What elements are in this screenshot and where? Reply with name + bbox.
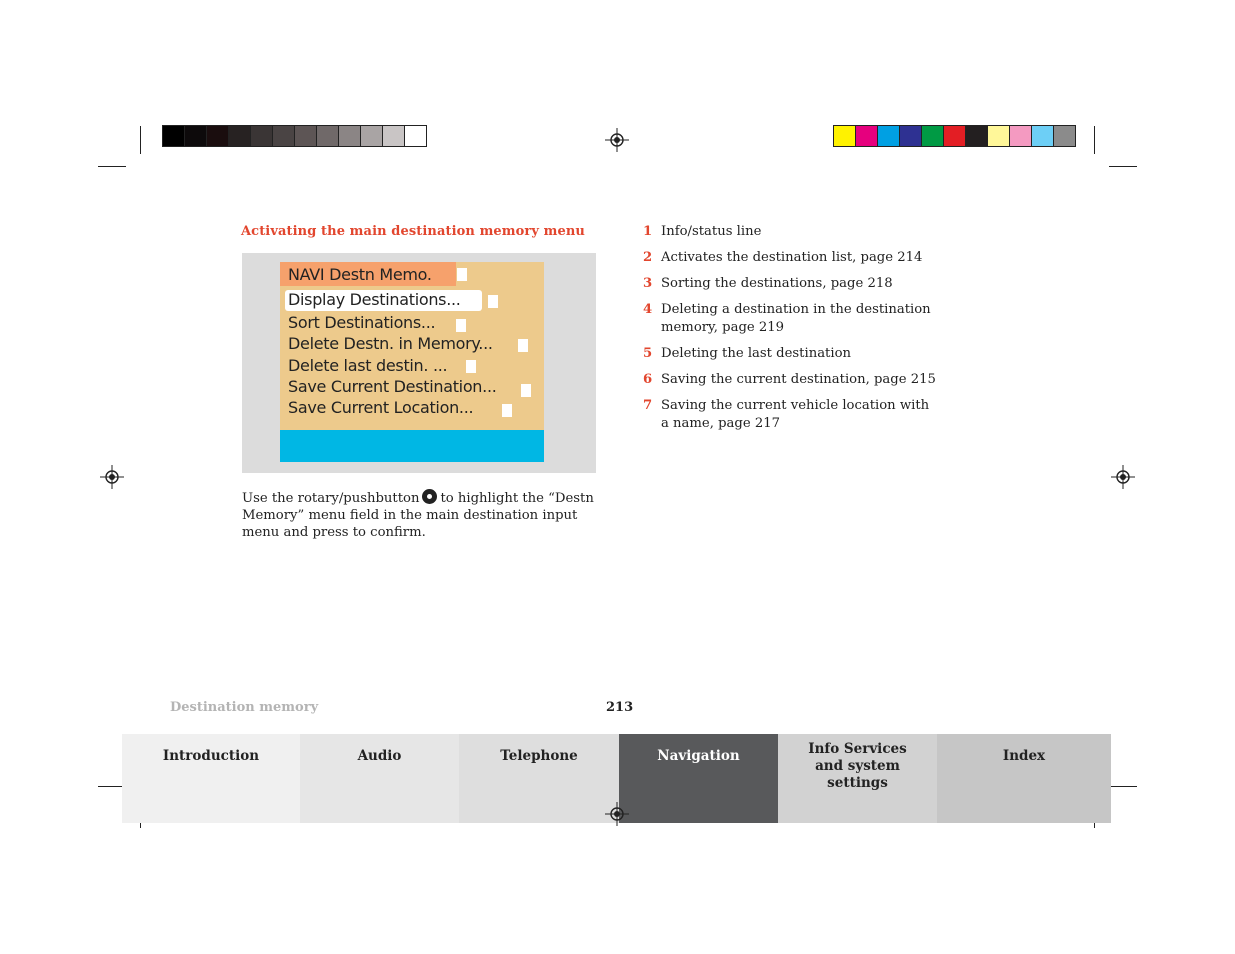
color-swatch [163,126,185,146]
color-swatch [900,126,922,146]
menu-item: Sort Destinations... [288,313,436,332]
crop-mark [98,166,126,167]
legend-number: 4 [643,302,653,317]
legend-number: 2 [643,250,653,265]
legend-text: Sorting the destinations, page 218 [661,276,893,291]
tab-label: Navigation [657,748,740,764]
color-swatch [185,126,207,146]
tab-label: Info Services and system settings [808,741,907,791]
menu-item: Display Destinations... [288,290,461,309]
callout-marker [502,404,512,417]
tab-label: Audio [357,748,402,764]
display-screenshot [242,253,596,473]
registration-mark-icon [605,128,629,152]
crop-mark [1094,126,1095,154]
menu-item: Save Current Destination... [288,377,497,396]
instruction-text [242,489,602,541]
tab-index[interactable] [937,734,1111,823]
tab-audio[interactable] [300,734,459,823]
menu-item: Save Current Location... [288,398,474,417]
legend-text: Info/status line [661,224,762,239]
legend-text: Deleting a destination in the destination memory, page 219 [661,302,931,335]
instruction-before: Use the rotary/pushbutton [242,491,420,506]
callout-marker [456,319,466,332]
legend-item [643,275,1003,293]
display-screen [280,262,544,462]
tab-label: Index [1002,748,1046,764]
legend-item [643,397,936,433]
callout-legend [643,223,1003,441]
tab-telephone[interactable] [459,734,619,823]
legend-number: 5 [643,346,653,361]
legend-item [643,371,1003,389]
rotary-pushbutton-icon [422,489,437,504]
callout-marker [518,339,528,352]
color-swatch [361,126,383,146]
color-swatch [383,126,405,146]
color-swatch [1010,126,1032,146]
legend-number: 6 [643,372,653,387]
callout-marker [466,360,476,373]
color-swatch [229,126,251,146]
color-swatch [273,126,295,146]
legend-number: 3 [643,276,653,291]
legend-item [643,249,1003,267]
color-swatch [856,126,878,146]
color-swatch [878,126,900,146]
color-swatch [317,126,339,146]
legend-number: 7 [643,398,653,413]
legend-item [643,345,1003,363]
legend-text: Saving the current vehicle location with a name, page 217 [661,398,930,431]
legend-text: Activates the destination list, page 214 [661,250,923,265]
page-number: 213 [606,700,634,715]
color-swatch [966,126,988,146]
menu-item: Delete last destin. ... [288,356,448,375]
legend-text: Deleting the last destination [661,346,852,361]
color-swatch [922,126,944,146]
tab-label: Introduction [162,748,260,764]
crop-mark [1109,786,1137,787]
color-bar [833,125,1076,147]
legend-item [643,223,1003,241]
status-line [280,430,544,462]
color-swatch [207,126,229,146]
registration-mark-icon [1111,465,1135,489]
menu-item: NAVI Destn Memo. [288,265,432,284]
color-swatch [339,126,361,146]
color-swatch [295,126,317,146]
registration-mark-icon [605,802,629,826]
legend-text: Saving the current destination, page 215 [661,372,936,387]
tab-info-services[interactable] [778,734,937,823]
callout-marker [488,295,498,308]
color-swatch [251,126,273,146]
crop-mark [1109,166,1137,167]
callout-marker [457,268,467,281]
grayscale-color-bar [162,125,427,147]
crop-mark [140,126,141,154]
legend-number: 1 [643,224,653,239]
color-swatch [1032,126,1054,146]
color-swatch [988,126,1010,146]
tab-introduction[interactable] [122,734,300,823]
registration-mark-icon [100,465,124,489]
instruction-after: to highlight the “Destn Memory” menu field in the main destination input menu and press to confirm. [242,491,594,540]
callout-marker [521,384,531,397]
color-swatch [834,126,856,146]
legend-item [643,301,991,337]
color-swatch [944,126,966,146]
footer-section-name: Destination memory [170,700,319,715]
tab-label: Telephone [500,748,578,764]
color-swatch [1054,126,1075,146]
tab-navigation[interactable] [619,734,778,823]
section-title: Activating the main destination memory menu [241,224,585,239]
menu-item: Delete Destn. in Memory... [288,334,493,353]
color-swatch [405,126,426,146]
